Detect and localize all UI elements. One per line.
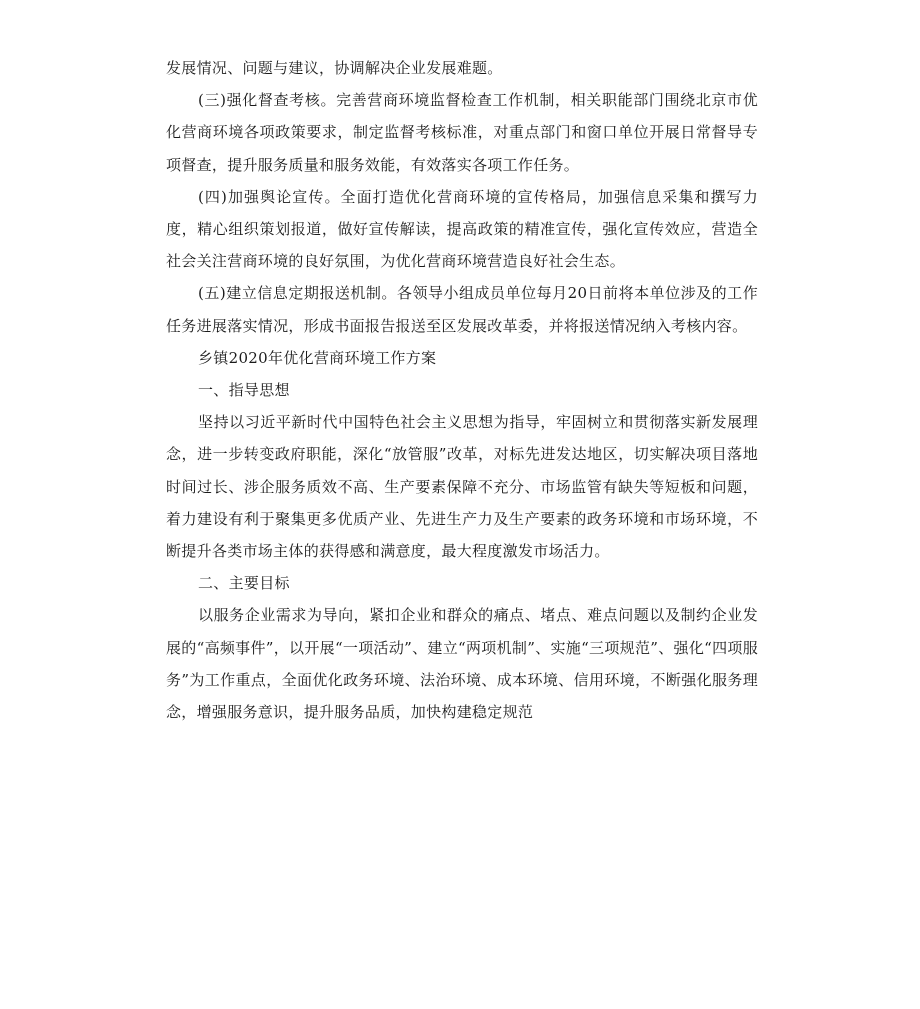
document-body [166,52,758,728]
section-heading-main-goals: 二、主要目标 [198,574,290,593]
paragraph-continuation: 发展情况、问题与建议，协调解决企业发展难题。 [166,59,503,77]
paragraph-guiding-ideology: 坚持以习近平新时代中国特色社会主义思想为指导，牢固树立和贯彻落实新发展理念，进一步转变政府职能，深化“放管服”改革，对标先进发达地区，切实解决项目落地时间过长、涉企服务质效不高、生产要素保障不充分、市场监管有缺失等短板和问题，着力建设有利于聚集更多优质产业、先进生产力及生产要素的政务环境和市场环境，不断提升各类市场主体的获得感和满意度，最大程度激发市场活力。 [166,413,758,561]
paragraph-publicity: (四)加强舆论宣传。全面打造优化营商环境的宣传格局，加强信息采集和撰写力度，精心组织策划报道，做好宣传解读，提高政策的精准宣传，强化宣传效应，营造全社会关注营商环境的良好氛围，为优化营商环境营造良好社会生态。 [166,187,758,271]
document-title: 乡镇2020年优化营商环境工作方案 [198,348,437,367]
paragraph-reporting: (五)建立信息定期报送机制。各领导小组成员单位每月20日前将本单位涉及的工作任务进展落实情况，形成书面报告报送至区发展改革委，并将报送情况纳入考核内容。 [166,284,758,335]
section-heading-guiding-ideology: 一、指导思想 [198,381,290,400]
paragraph-supervision: (三)强化督查考核。完善营商环境监督检查工作机制，相关职能部门围绕北京市优化营商环境各项政策要求，制定监督考核标准，对重点部门和窗口单位开展日常督导专项督查，提升服务质量和服务效能，有效落实各项工作任务。 [166,91,758,174]
paragraph-main-goals: 以服务企业需求为导向，紧扣企业和群众的痛点、堵点、难点问题以及制约企业发展的“高频事件”，以开展“一项活动”、建立“两项机制”、实施“三项规范”、强化“四项服务”为工作重点，全面优化政务环境、法治环境、成本环境、信用环境，不断强化服务理念，增强服务意识，提升服务品质，加快构建稳定规范 [166,606,758,722]
